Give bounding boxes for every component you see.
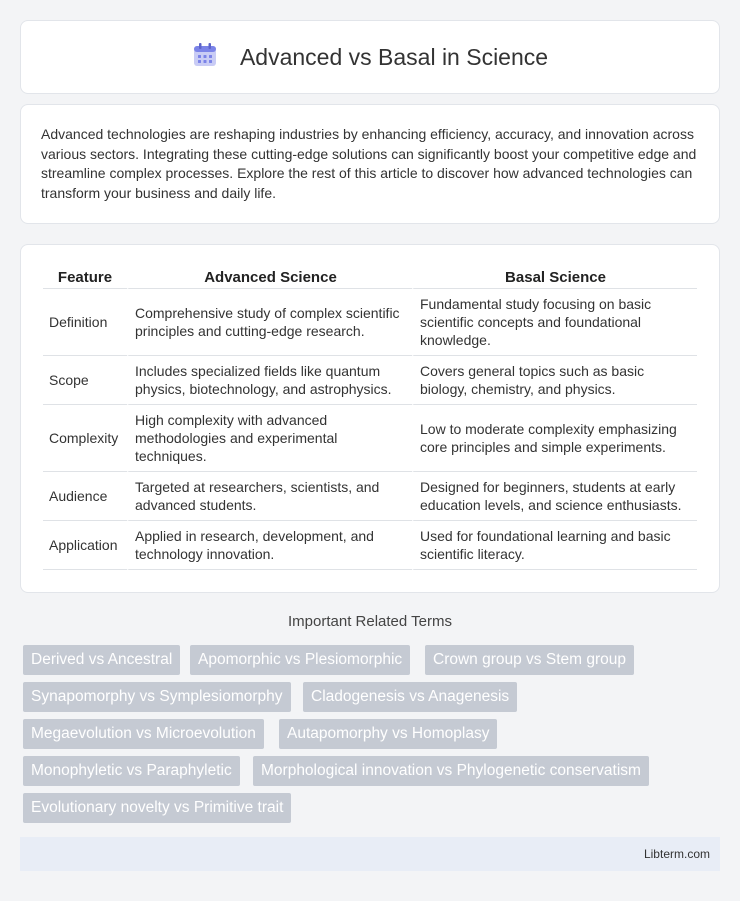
- row-advanced: Applied in research, development, and technology innovation.: [127, 520, 412, 570]
- row-feature: Application: [43, 520, 127, 570]
- table-row: [43, 404, 697, 471]
- table-row: [43, 355, 697, 404]
- row-advanced: Comprehensive study of complex scientific principles and cutting-edge research.: [127, 288, 412, 355]
- row-basal: Covers general topics such as basic biology, chemistry, and physics.: [412, 355, 697, 404]
- row-basal: Low to moderate complexity emphasizing core principles and simple experiments.: [412, 404, 697, 471]
- intro-paragraph: Advanced technologies are reshaping industries by enhancing efficiency, accuracy, and innovation across various sectors. Integrating these cutting-edge solutions can significantly boost your competitive edge and streamline complex processes. Explore the rest of this article to discover how advanced technologies can transform your business and daily life.: [41, 126, 697, 201]
- row-basal: Used for foundational learning and basic scientific literacy.: [412, 520, 697, 570]
- header-feature: Feature: [57, 269, 113, 286]
- comparison-table: [43, 265, 697, 570]
- header-card: [20, 20, 720, 94]
- related-term-tag[interactable]: Morphological innovation vs Phylogenetic conservatism: [253, 756, 649, 786]
- related-term-tag[interactable]: Crown group vs Stem group: [425, 645, 634, 675]
- related-term-tag[interactable]: Monophyletic vs Paraphyletic: [23, 756, 240, 786]
- comparison-table-card: [20, 244, 720, 593]
- related-term-tag[interactable]: Apomorphic vs Plesiomorphic: [190, 645, 410, 675]
- header-basal: Basal Science: [412, 265, 697, 288]
- row-basal: Fundamental study focusing on basic scientific concepts and foundational knowledge.: [412, 288, 697, 355]
- table-row: [43, 520, 697, 570]
- related-term-tag[interactable]: Derived vs Ancestral: [23, 645, 180, 675]
- related-term-tag[interactable]: Cladogenesis vs Anagenesis: [303, 682, 517, 712]
- calendar-icon: [192, 42, 218, 73]
- footer: [20, 837, 720, 871]
- header-advanced: Advanced Science: [127, 265, 412, 288]
- row-advanced: Includes specialized fields like quantum physics, biotechnology, and astrophysics.: [127, 355, 412, 404]
- row-feature: Audience: [43, 471, 127, 520]
- footer-site-link[interactable]: Libterm.com: [643, 847, 710, 861]
- related-term-tag[interactable]: Synapomorphy vs Symplesiomorphy: [23, 682, 291, 712]
- related-term-tag[interactable]: Megaevolution vs Microevolution: [23, 719, 264, 749]
- intro-card: [20, 104, 720, 224]
- table-row: [43, 471, 697, 520]
- row-basal: Designed for beginners, students at early education levels, and science enthusiasts.: [412, 471, 697, 520]
- related-term-tag[interactable]: Evolutionary novelty vs Primitive trait: [23, 793, 291, 823]
- row-advanced: Targeted at researchers, scientists, and advanced students.: [127, 471, 412, 520]
- row-feature: Scope: [43, 355, 127, 404]
- row-feature: Complexity: [43, 404, 127, 471]
- related-term-tag[interactable]: Autapomorphy vs Homoplasy: [279, 719, 497, 749]
- row-advanced: High complexity with advanced methodologies and experimental techniques.: [127, 404, 412, 471]
- row-feature: Definition: [43, 288, 127, 355]
- related-terms-title: Important Related Terms: [288, 613, 452, 630]
- table-row: [43, 288, 697, 355]
- page-title: Advanced vs Basal in Science: [239, 43, 549, 70]
